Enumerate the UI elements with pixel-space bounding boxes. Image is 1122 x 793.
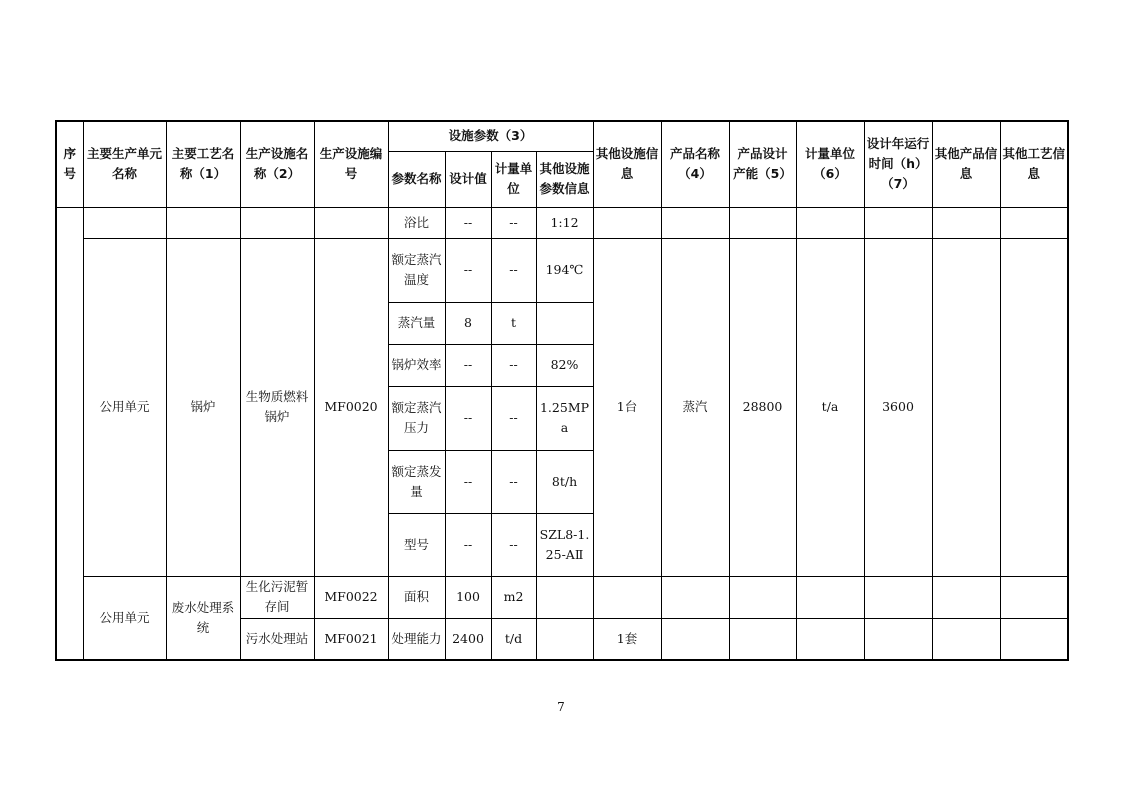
header-facility: 生产设施名称（2）	[240, 121, 314, 207]
seq-cell	[56, 207, 83, 660]
header-unit: 主要生产单元名称	[83, 121, 166, 207]
run-time-cell: 3600	[864, 238, 932, 576]
facility-cell: 污水处理站	[240, 618, 314, 660]
facility-code-cell: MF0020	[314, 238, 388, 576]
unit-cell: --	[491, 207, 536, 238]
header-other-product: 其他产品信息	[932, 121, 1000, 207]
param-name-cell: 面积	[388, 576, 445, 618]
facility-code-cell: MF0022	[314, 576, 388, 618]
header-other-process: 其他工艺信息	[1000, 121, 1068, 207]
header-run-time: 设计年运行时间（h）（7）	[864, 121, 932, 207]
facility-cell: 生物质燃料锅炉	[240, 238, 314, 576]
unit-cell: 公用单元	[83, 238, 166, 576]
design-value-cell: 8	[445, 302, 491, 344]
design-value-cell: --	[445, 238, 491, 302]
facility-code-cell: MF0021	[314, 618, 388, 660]
design-value-cell: --	[445, 386, 491, 450]
param-name-cell: 额定蒸汽温度	[388, 238, 445, 302]
unit-cell: --	[491, 386, 536, 450]
other-param-cell: 1:12	[536, 207, 593, 238]
other-facility-cell: 1套	[593, 618, 661, 660]
header-row-1	[56, 121, 1068, 151]
header-product-name: 产品名称（4）	[661, 121, 729, 207]
param-name-cell: 额定蒸汽压力	[388, 386, 445, 450]
product-unit-cell: t/a	[796, 238, 864, 576]
other-param-cell: SZL8-1.25-AⅡ	[536, 513, 593, 576]
other-facility-cell	[593, 576, 661, 618]
design-value-cell: --	[445, 207, 491, 238]
header-product-unit: 计量单位（6）	[796, 121, 864, 207]
unit-cell: --	[491, 344, 536, 386]
other-param-cell: 8t/h	[536, 450, 593, 513]
process-cell: 锅炉	[166, 238, 240, 576]
other-param-cell: 194℃	[536, 238, 593, 302]
param-name-cell: 蒸汽量	[388, 302, 445, 344]
param-name-cell: 锅炉效率	[388, 344, 445, 386]
unit-cell: t/d	[491, 618, 536, 660]
header-params-group: 设施参数（3）	[388, 121, 593, 151]
other-param-cell	[536, 302, 593, 344]
unit-cell: --	[491, 450, 536, 513]
facility-table	[55, 120, 1069, 661]
unit-cell: t	[491, 302, 536, 344]
design-value-cell: --	[445, 344, 491, 386]
product-cell: 蒸汽	[661, 238, 729, 576]
unit-cell: --	[491, 513, 536, 576]
header-capacity: 产品设计产能（5）	[729, 121, 796, 207]
param-name-cell: 处理能力	[388, 618, 445, 660]
header-seq: 序号	[56, 121, 83, 207]
facility-cell: 生化污泥暂存间	[240, 576, 314, 618]
param-name-cell: 额定蒸发量	[388, 450, 445, 513]
header-process: 主要工艺名称（1）	[166, 121, 240, 207]
other-param-cell: 82%	[536, 344, 593, 386]
header-design-value: 设计值	[445, 151, 491, 207]
design-value-cell: --	[445, 513, 491, 576]
header-param-name: 参数名称	[388, 151, 445, 207]
param-name-cell: 浴比	[388, 207, 445, 238]
other-facility-cell: 1台	[593, 238, 661, 576]
design-value-cell: 100	[445, 576, 491, 618]
capacity-cell: 28800	[729, 238, 796, 576]
design-value-cell: --	[445, 450, 491, 513]
unit-cell: --	[491, 238, 536, 302]
process-cell: 废水处理系统	[166, 576, 240, 660]
other-param-cell: 1.25MPa	[536, 386, 593, 450]
unit-cell: m2	[491, 576, 536, 618]
header-other-param: 其他设施参数信息	[536, 151, 593, 207]
design-value-cell: 2400	[445, 618, 491, 660]
header-facility-code: 生产设施编号	[314, 121, 388, 207]
table-row	[56, 576, 1068, 618]
table-row	[56, 238, 1068, 302]
unit-cell: 公用单元	[83, 576, 166, 660]
page-number: 7	[557, 700, 565, 714]
header-measure-unit: 计量单位	[491, 151, 536, 207]
param-name-cell: 型号	[388, 513, 445, 576]
header-other-facility: 其他设施信息	[593, 121, 661, 207]
table-row	[56, 207, 1068, 238]
